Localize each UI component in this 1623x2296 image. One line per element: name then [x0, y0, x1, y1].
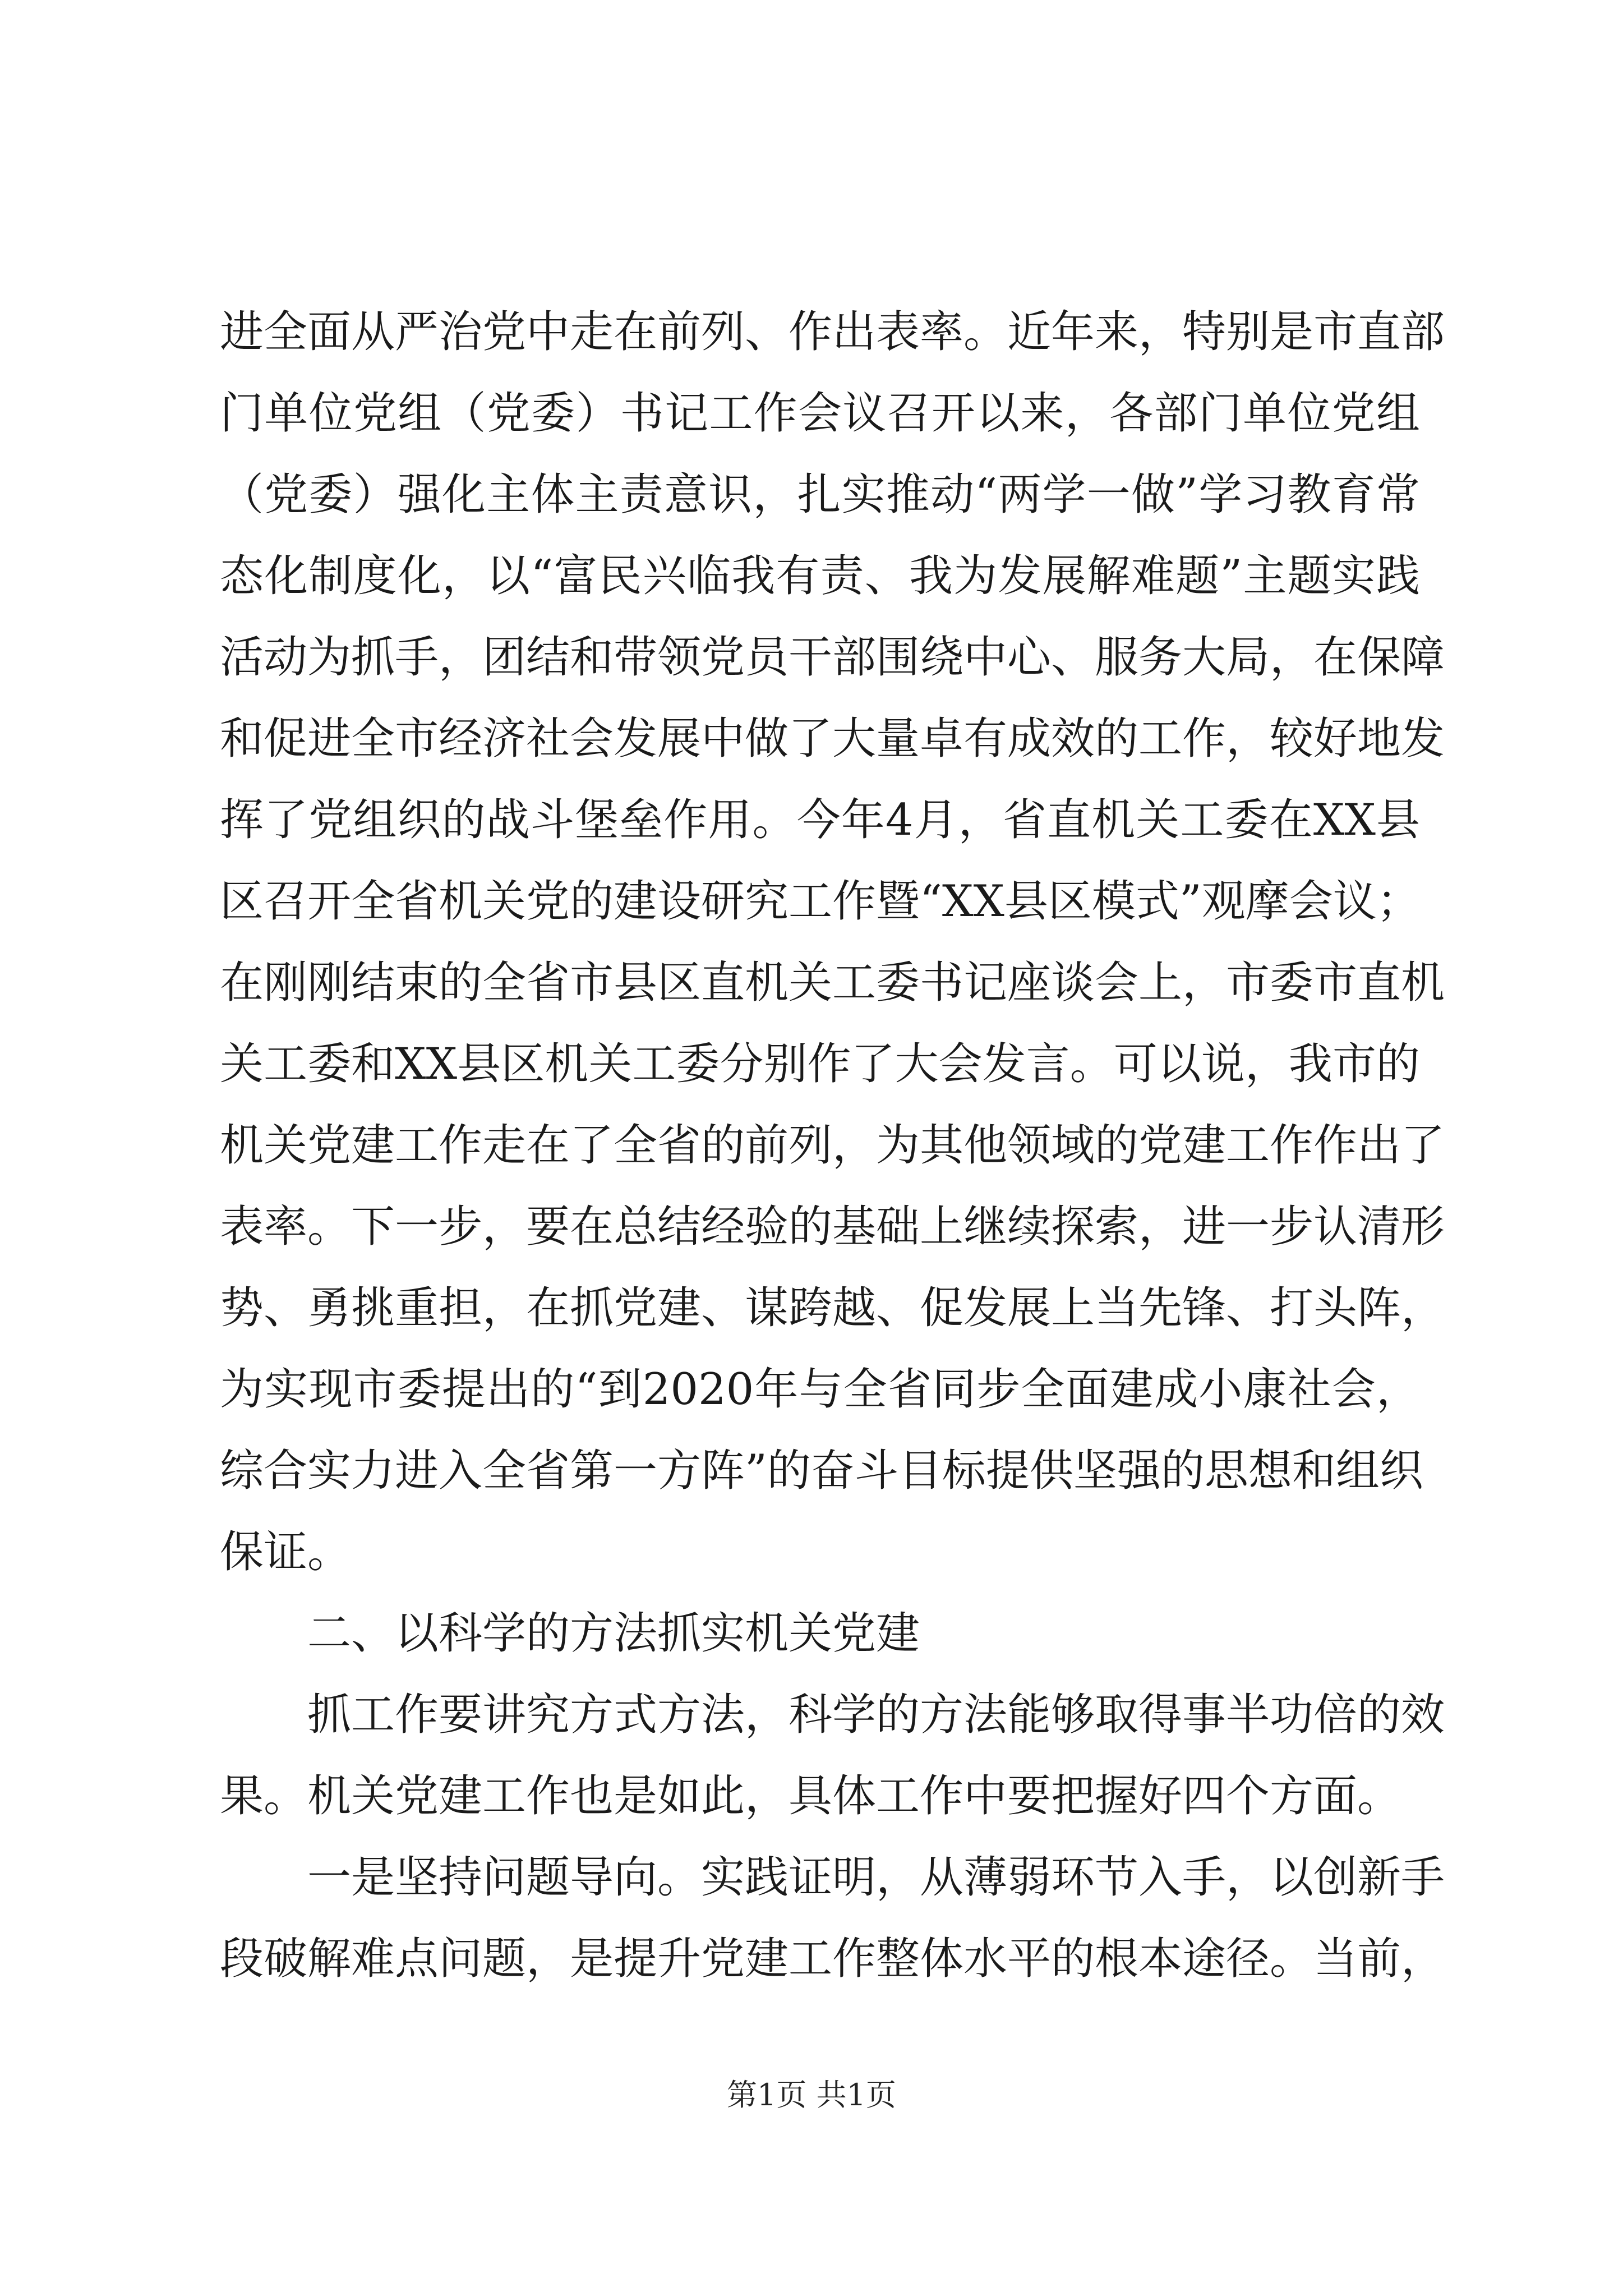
paragraph-line: 抓工作要讲究方式方法，科学的方法能够取得事半功倍的效: [307, 1690, 1445, 1740]
paragraph-line: 活动为抓手，团结和带领党员干部围绕中心、服务大局，在保障: [220, 632, 1445, 683]
paragraph-line: 和促进全市经济社会发展中做了大量卓有成效的工作，较好地发: [220, 714, 1445, 764]
paragraph-line: 区召开全省机关党的建设研究工作暨“XX县区模式”观摩会议；: [220, 876, 1421, 927]
paragraph-line: 门单位党组（党委）书记工作会议召开以来，各部门单位党组: [220, 388, 1420, 439]
paragraph-line: 态化制度化，以“富民兴临我有责、我为发展解难题”主题实践: [220, 551, 1420, 601]
paragraph-line: 果。机关党建工作也是如此，具体工作中要把握好四个方面。: [220, 1771, 1401, 1821]
paragraph-line: 机关党建工作走在了全省的前列，为其他领域的党建工作作出了: [220, 1120, 1445, 1171]
document-body: [220, 292, 1445, 2000]
paragraph-line: 关工委和XX县区机关工委分别作了大会发言。可以说，我市的: [220, 1039, 1420, 1089]
paragraph-line: 势、勇挑重担，在抓党建、谋跨越、促发展上当先锋、打头阵，: [220, 1283, 1445, 1333]
page-footer: 第1页 共1页: [727, 2077, 896, 2113]
paragraph-line: （党委）强化主体主责意识，扎实推动“两学一做”学习教育常: [220, 470, 1420, 520]
paragraph-line: 表率。下一步，要在总结经验的基础上继续探索，进一步认清形: [220, 1202, 1445, 1252]
paragraph-line: 进全面从严治党中走在前列、作出表率。近年来，特别是市直部: [220, 307, 1445, 357]
paragraph-line: 为实现市委提出的“到2020年与全省同步全面建成小康社会，: [220, 1364, 1420, 1415]
paragraph-line: 在刚刚结束的全省市县区直机关工委书记座谈会上，市委市直机: [220, 958, 1445, 1008]
paragraph-line: 挥了党组织的战斗堡垒作用。今年4月，省直机关工委在XX县: [220, 795, 1420, 845]
paragraph-line: 一是坚持问题导向。实践证明，从薄弱环节入手，以创新手: [307, 1852, 1445, 1903]
paragraph-line: 保证。: [220, 1527, 352, 1577]
paragraph-line: 综合实力进入全省第一方阵”的奋斗目标提供坚强的思想和组织: [220, 1446, 1423, 1496]
paragraph-line: 段破解难点问题，是提升党建工作整体水平的根本途径。当前，: [220, 1934, 1445, 1984]
section-heading: 二、以科学的方法抓实机关党建: [307, 1608, 920, 1659]
